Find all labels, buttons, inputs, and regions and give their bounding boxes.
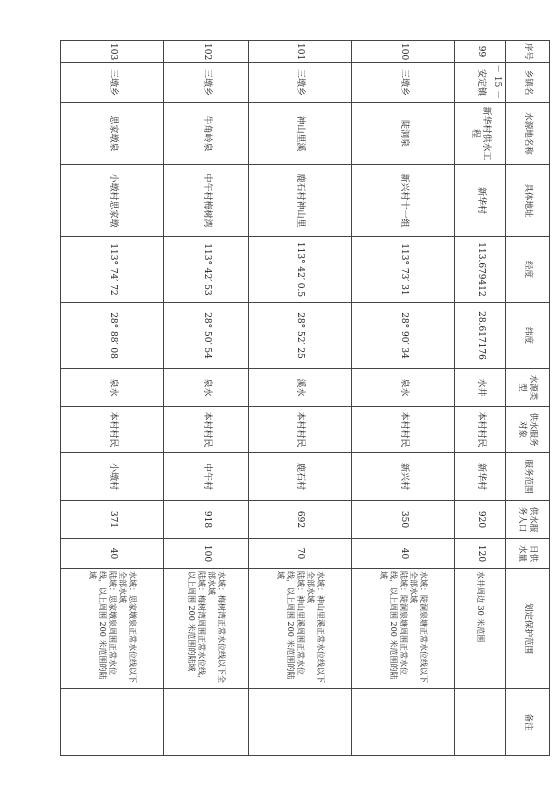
cell-longitude: 113° 74′ 72 (61, 237, 164, 303)
cell-seq: 101 (248, 41, 351, 63)
page-number: － 15 － (492, 64, 502, 100)
header-service-target: 供水服务对象 (506, 407, 550, 453)
cell-service-area: 中午村 (164, 453, 248, 501)
cell-population: 920 (455, 501, 506, 539)
header-source-type: 水源类型 (506, 369, 550, 407)
table-row (455, 41, 506, 756)
cell-address: 中午村梅树湾 (164, 165, 248, 237)
cell-protection-scope: 水井周边 30 米范围 (455, 569, 506, 689)
cell-source-name: 思家墩泉 (61, 103, 164, 165)
cell-source-name: 神山里溪 (248, 103, 351, 165)
header-town: 乡镇名 (506, 63, 550, 103)
cell-address: 新华村 (455, 165, 506, 237)
cell-source-type: 泉水 (352, 369, 455, 407)
cell-daily-supply: 70 (248, 539, 351, 569)
cell-remarks (164, 689, 248, 756)
header-population: 供水服务人口 (506, 501, 550, 539)
cell-protection-scope: 水域：神山里溪正常水位线以下全部水域 陆域：神山里溪周围正常水位线，以上周围 200 米范围的陆域 (248, 569, 351, 689)
cell-service-area: 新兴村 (352, 453, 455, 501)
header-latitude: 纬度 (506, 303, 550, 369)
header-remarks: 备注 (506, 689, 550, 756)
cell-service-area: 新华村 (455, 453, 506, 501)
cell-longitude: 113° 42′ 53 (164, 237, 248, 303)
header-address: 具体地址 (506, 165, 550, 237)
cell-service-target: 本村村民 (352, 407, 455, 453)
header-longitude: 经度 (506, 237, 550, 303)
cell-longitude: 113° 42′ 0.5 (248, 237, 351, 303)
cell-source-type: 水井 (455, 369, 506, 407)
cell-latitude: 28° 52′ 25 (248, 303, 351, 369)
cell-population: 371 (61, 501, 164, 539)
cell-daily-supply: 40 (61, 539, 164, 569)
cell-daily-supply: 100 (164, 539, 248, 569)
cell-population: 692 (248, 501, 351, 539)
cell-source-type: 泉水 (164, 369, 248, 407)
cell-protection-scope: 水域：梅树湾正常水位线以下全部水域 陆域：梅树湾周围正常水位线，以上周围 200 米范围的陆域 (164, 569, 248, 689)
table-row (352, 41, 455, 756)
cell-service-area: 鹿石村 (248, 453, 351, 501)
header-protection-scope: 划定保护范围 (506, 569, 550, 689)
table-row (164, 41, 248, 756)
cell-seq: 102 (164, 41, 248, 63)
cell-service-target: 本村村民 (455, 407, 506, 453)
cell-source-type: 溪水 (248, 369, 351, 407)
cell-address: 鹿石村神山里 (248, 165, 351, 237)
table-row (61, 41, 164, 756)
cell-service-area: 小墩村 (61, 453, 164, 501)
header-service-area: 服务范围 (506, 453, 550, 501)
cell-service-target: 本村村民 (61, 407, 164, 453)
cell-service-target: 本村村民 (248, 407, 351, 453)
cell-latitude: 28° 90′ 34 (352, 303, 455, 369)
cell-latitude: 28° 88′ 08 (61, 303, 164, 369)
cell-seq: 100 (352, 41, 455, 63)
cell-protection-scope: 水域：思家墩泉正常水位线以下全部水域 陆域：思家墩泉周围正常水位线，以上周围 200 米范围的陆域 (61, 569, 164, 689)
cell-daily-supply: 40 (352, 539, 455, 569)
header-seq: 序号 (506, 41, 550, 63)
cell-address: 新兴村十一组 (352, 165, 455, 237)
cell-remarks (352, 689, 455, 756)
cell-town: 三墩乡 (352, 63, 455, 103)
cell-seq: 103 (61, 41, 164, 63)
cell-source-type: 泉水 (61, 369, 164, 407)
cell-latitude: 28° 50′ 54 (164, 303, 248, 369)
rotated-table-container (60, 40, 550, 755)
cell-remarks (455, 689, 506, 756)
cell-address: 小墩村思家墩 (61, 165, 164, 237)
header-daily-supply: 日供水量 (506, 539, 550, 569)
cell-source-name: 新华村供水工程 (455, 103, 506, 165)
cell-latitude: 28.617176 (455, 303, 506, 369)
cell-daily-supply: 120 (455, 539, 506, 569)
cell-town: 三墩乡 (164, 63, 248, 103)
cell-seq: 99 (455, 41, 506, 63)
table-row (248, 41, 351, 756)
cell-town: 三墩乡 (248, 63, 351, 103)
cell-longitude: 113° 73′ 31 (352, 237, 455, 303)
table-header-row (506, 41, 550, 756)
cell-source-name: 陡洞泉 (352, 103, 455, 165)
cell-remarks (61, 689, 164, 756)
cell-remarks (248, 689, 351, 756)
cell-town: 安定镇 (455, 63, 506, 103)
cell-population: 350 (352, 501, 455, 539)
header-source-name: 水源地名称 (506, 103, 550, 165)
cell-protection-scope: 水域：陡洞泉塘正常水位线以下全部水域 陆域：陡洞泉塘周围正常水位线，以上周围 200 米范围的陆域 (352, 569, 455, 689)
cell-longitude: 113.679412 (455, 237, 506, 303)
water-source-table (60, 40, 550, 756)
cell-town: 三墩乡 (61, 63, 164, 103)
cell-service-target: 本村村民 (164, 407, 248, 453)
cell-population: 918 (164, 501, 248, 539)
cell-source-name: 牛角岭泉 (164, 103, 248, 165)
